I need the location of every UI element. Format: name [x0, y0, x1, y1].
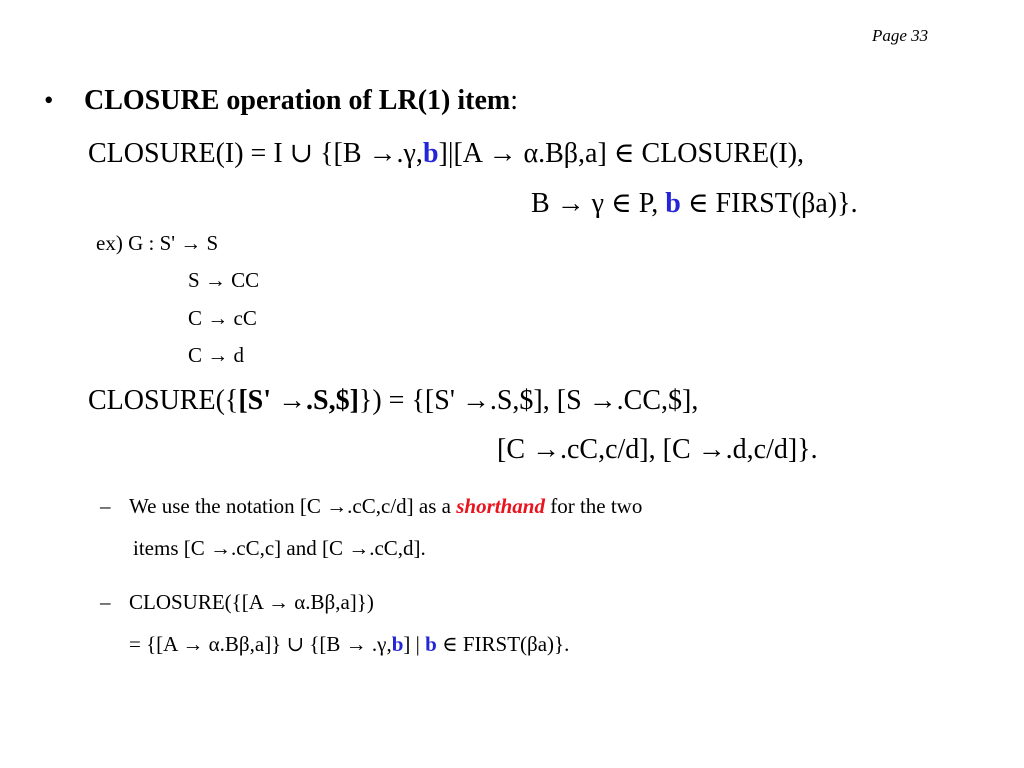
- note1-line2: items [C →.cC,c] and [C →.cC,d].: [133, 536, 426, 560]
- closure-definition-line2: B → γ ∈ P, b ∈ FIRST(βa)}.: [531, 188, 858, 219]
- start-item: [S' →.S,$]: [238, 385, 359, 416]
- page-number: Page 33: [872, 26, 929, 45]
- lookahead-b: b: [391, 632, 404, 656]
- slide-heading: [84, 85, 518, 117]
- closure-definition-line1: CLOSURE(I) = I ∪ {[B →.γ,b]|[A → α.Bβ,a] ∈ CLOSURE(I),: [88, 138, 805, 169]
- grammar-example-line3: C → cC: [188, 306, 257, 330]
- note1-line1: We use the notation [C →.cC,c/d] as a shorthand for the two: [129, 494, 643, 518]
- grammar-example-line4: C → d: [188, 343, 245, 367]
- heading-text: CLOSURE operation of LR(1) item: [84, 85, 511, 116]
- note1-dash: –: [100, 494, 111, 518]
- closure-example-line1: CLOSURE({[S' →.S,$]}) = {[S' →.S,$], [S →.CC,$],: [88, 385, 699, 416]
- grammar-example-line1: ex) G : S' → S: [96, 231, 219, 255]
- grammar-example-line2: S → CC: [188, 268, 260, 292]
- shorthand-emphasis: shorthand: [456, 494, 545, 518]
- closure-example-line2: [C →.cC,c/d], [C →.d,c/d]}.: [497, 434, 818, 465]
- heading-colon: :: [510, 85, 518, 116]
- bullet-marker: •: [44, 85, 54, 115]
- note2-line1: CLOSURE({[A → α.Bβ,a]}): [129, 590, 374, 614]
- lookahead-b: b: [425, 632, 437, 656]
- lookahead-b: b: [422, 138, 439, 169]
- note2-dash: –: [100, 590, 111, 614]
- note2-line2: = {[A → α.Bβ,a]} ∪ {[B → .γ,b] | b ∈ FIRST(βa)}.: [129, 632, 570, 656]
- lookahead-b: b: [665, 188, 681, 219]
